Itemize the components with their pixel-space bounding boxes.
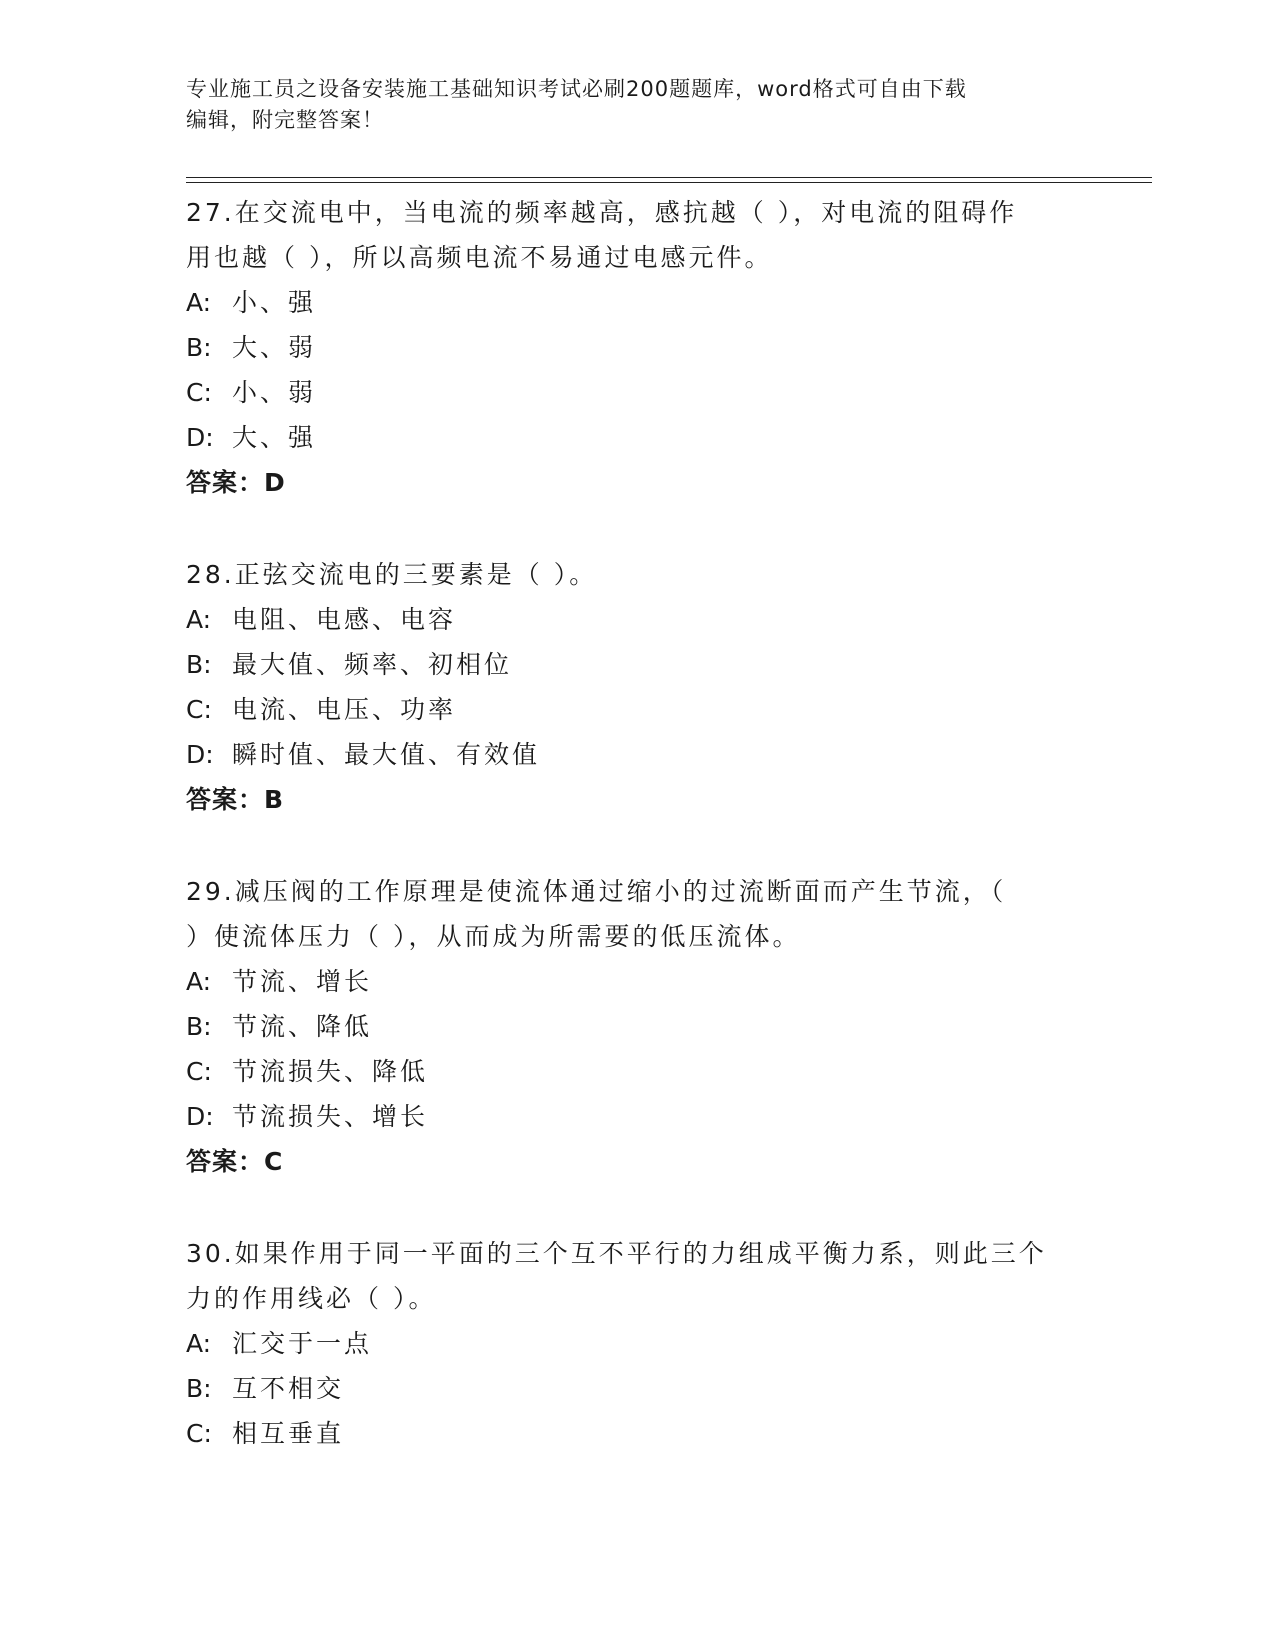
header-divider-top — [186, 177, 1152, 178]
option-c — [186, 687, 1086, 732]
answer-line: 答案：D — [186, 468, 286, 497]
option-b — [186, 1366, 1086, 1411]
question-stem — [186, 190, 1086, 280]
option-key: D: — [186, 1102, 214, 1131]
option-text: 大、强 — [232, 423, 317, 452]
option-key: C: — [186, 1419, 212, 1448]
option-text: 小、强 — [232, 288, 317, 317]
option-text: 电流、电压、功率 — [232, 695, 457, 724]
option-text: 节流损失、降低 — [232, 1057, 429, 1086]
option-key: C: — [186, 378, 212, 407]
option-key: D: — [186, 423, 214, 452]
option-text: 瞬时值、最大值、有效值 — [232, 740, 541, 769]
option-text: 相互垂直 — [232, 1419, 345, 1448]
option-text: 电阻、电感、电容 — [232, 605, 457, 634]
option-key: C: — [186, 695, 212, 724]
option-d — [186, 1094, 1086, 1139]
header-divider-bottom — [186, 182, 1152, 183]
option-a — [186, 280, 1086, 325]
question-stem-line: 30.如果作用于同一平面的三个互不平行的力组成平衡力系，则此三个 — [186, 1239, 1047, 1268]
question-item — [186, 190, 1086, 505]
question-stem-line: ）使流体压力（ ），从而成为所需要的低压流体。 — [186, 922, 801, 951]
option-key: A: — [186, 967, 212, 996]
header-title-line-1: 专业施工员之设备安装施工基础知识考试必刷200题题库，word格式可自由下载 — [186, 77, 967, 101]
option-c — [186, 370, 1086, 415]
option-c — [186, 1049, 1086, 1094]
option-text: 节流、降低 — [232, 1012, 373, 1041]
option-d — [186, 415, 1086, 460]
question-stem — [186, 552, 1086, 597]
option-a — [186, 959, 1086, 1004]
question-stem — [186, 1231, 1086, 1321]
option-key: C: — [186, 1057, 212, 1086]
option-key: B: — [186, 1012, 212, 1041]
question-item — [186, 552, 1086, 822]
option-key: D: — [186, 740, 214, 769]
option-key: A: — [186, 605, 212, 634]
option-d — [186, 732, 1086, 777]
question-stem-line: 29.减压阀的工作原理是使流体通过缩小的过流断面而产生节流，（ — [186, 877, 1007, 906]
answer-line: 答案：C — [186, 1147, 284, 1176]
option-text: 互不相交 — [232, 1374, 345, 1403]
option-b — [186, 642, 1086, 687]
option-text: 节流损失、增长 — [232, 1102, 429, 1131]
option-text: 汇交于一点 — [232, 1329, 373, 1358]
option-a — [186, 597, 1086, 642]
option-text: 最大值、频率、初相位 — [232, 650, 513, 679]
option-b — [186, 325, 1086, 370]
question-stem-line: 28.正弦交流电的三要素是（ ）。 — [186, 560, 598, 589]
question-stem-line: 力的作用线必（ ）。 — [186, 1284, 437, 1313]
answer-line: 答案：B — [186, 785, 285, 814]
question-item — [186, 1231, 1086, 1456]
option-a — [186, 1321, 1086, 1366]
header-title-line-2: 编辑，附完整答案！ — [186, 108, 384, 132]
question-item — [186, 869, 1086, 1184]
option-key: A: — [186, 1329, 212, 1358]
option-text: 节流、增长 — [232, 967, 373, 996]
option-text: 小、弱 — [232, 378, 317, 407]
option-c — [186, 1411, 1086, 1456]
question-list — [186, 190, 1086, 1503]
option-text: 大、弱 — [232, 333, 317, 362]
question-stem — [186, 869, 1086, 959]
option-key: B: — [186, 333, 212, 362]
question-stem-line: 用也越（ ），所以高频电流不易通过电感元件。 — [186, 243, 773, 272]
question-stem-line: 27.在交流电中，当电流的频率越高，感抗越（ ），对电流的阻碍作 — [186, 198, 1018, 227]
option-key: B: — [186, 650, 212, 679]
option-b — [186, 1004, 1086, 1049]
document-header — [186, 74, 1066, 136]
option-key: B: — [186, 1374, 212, 1403]
option-key: A: — [186, 288, 212, 317]
